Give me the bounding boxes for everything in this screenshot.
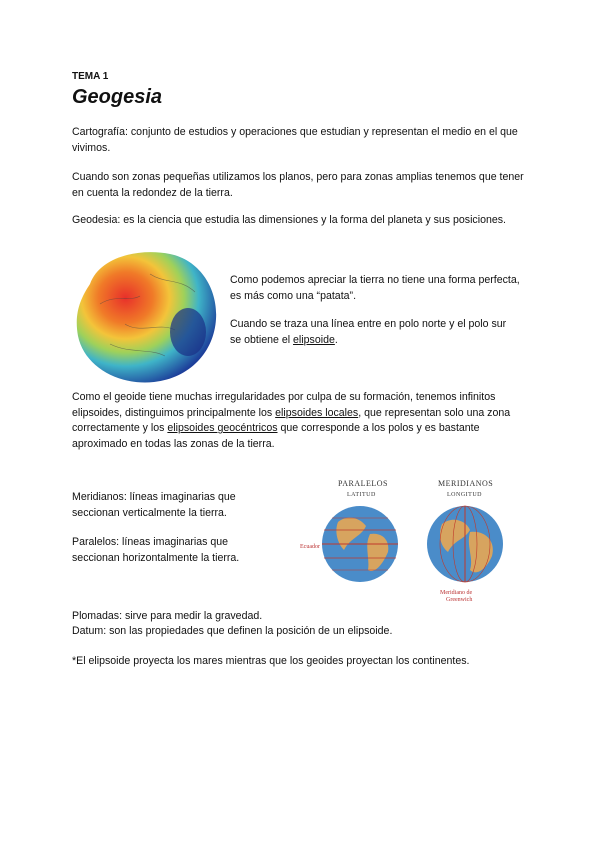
geoide-text-1: Como el geoide tiene muchas irregularidades por culpa de su formación, tenemos infinitos elipsoides, distinguimos principalmente los	[72, 391, 496, 419]
paragraph-cartografia: Cartografía: conjunto de estudios y operaciones que estudian y representan el medio en el que vivimos.	[72, 126, 518, 154]
meridianos-caption: MERIDIANOS	[438, 479, 494, 488]
paragraph-meridianos: Meridianos: líneas imaginarias que seccionan verticalmente la tierra.	[72, 491, 236, 519]
geoid-image	[70, 244, 220, 384]
paragraph-geoide	[72, 390, 532, 452]
elipsoides-geocentricos-link[interactable]: elipsoides geocéntricos	[167, 422, 278, 434]
globes-figure	[290, 474, 510, 604]
paragraph-geodesia: Geodesia: es la ciencia que estudia las dimensiones y la forma del planeta y sus posiciones.	[72, 214, 507, 226]
elipsoide-text-pre: Cuando se traza una línea entre en polo norte y el polo sur se obtiene el	[230, 318, 507, 346]
paragraph-patata: Como podemos apreciar la tierra no tiene una forma perfecta, es más como una “patata”.	[230, 274, 520, 302]
geoide-text-3: que corresponde a los polos y es bastante aproximado en todas las zonas de la tierra.	[72, 422, 480, 450]
section-number: TEMA 1	[72, 71, 109, 82]
paralelos-globe	[322, 506, 398, 582]
greenwich-label-2: Greenwich	[446, 597, 473, 603]
paragraph-planos: Cuando son zonas pequeñas utilizamos los planos, pero para zonas amplias tenemos que tener en cuenta la redondez de la tierra.	[72, 171, 524, 199]
elipsoide-link[interactable]: elipsoide	[293, 333, 335, 346]
paragraph-elipsoide	[230, 317, 520, 348]
meridianos-globe	[427, 506, 503, 582]
geoide-text-2: , que representan solo una zona correctamente y los	[72, 406, 511, 434]
latitud-caption: LATITUD	[347, 492, 376, 498]
paragraph-plomadas: Plomadas: sirve para medir la gravedad.	[72, 610, 263, 622]
paragraph-datum: Datum: son las propiedades que definen la posición de un elipsoide.	[72, 625, 393, 637]
ecuador-label: Ecuador	[300, 544, 320, 550]
longitud-caption: LONGITUD	[447, 492, 482, 498]
elipsoides-locales-link[interactable]: elipsoides locales	[275, 406, 359, 419]
elipsoide-text-post: .	[334, 333, 338, 346]
page-title: Geogesia	[72, 86, 163, 108]
greenwich-label-1: Meridiano de	[440, 590, 473, 596]
paragraph-paralelos: Paralelos: líneas imaginarias que seccionan horizontalmente la tierra.	[72, 536, 240, 564]
paralelos-caption: PARALELOS	[338, 479, 388, 488]
paragraph-nota: *El elipsoide proyecta los mares mientras que los geoides proyectan los continentes.	[72, 655, 470, 667]
